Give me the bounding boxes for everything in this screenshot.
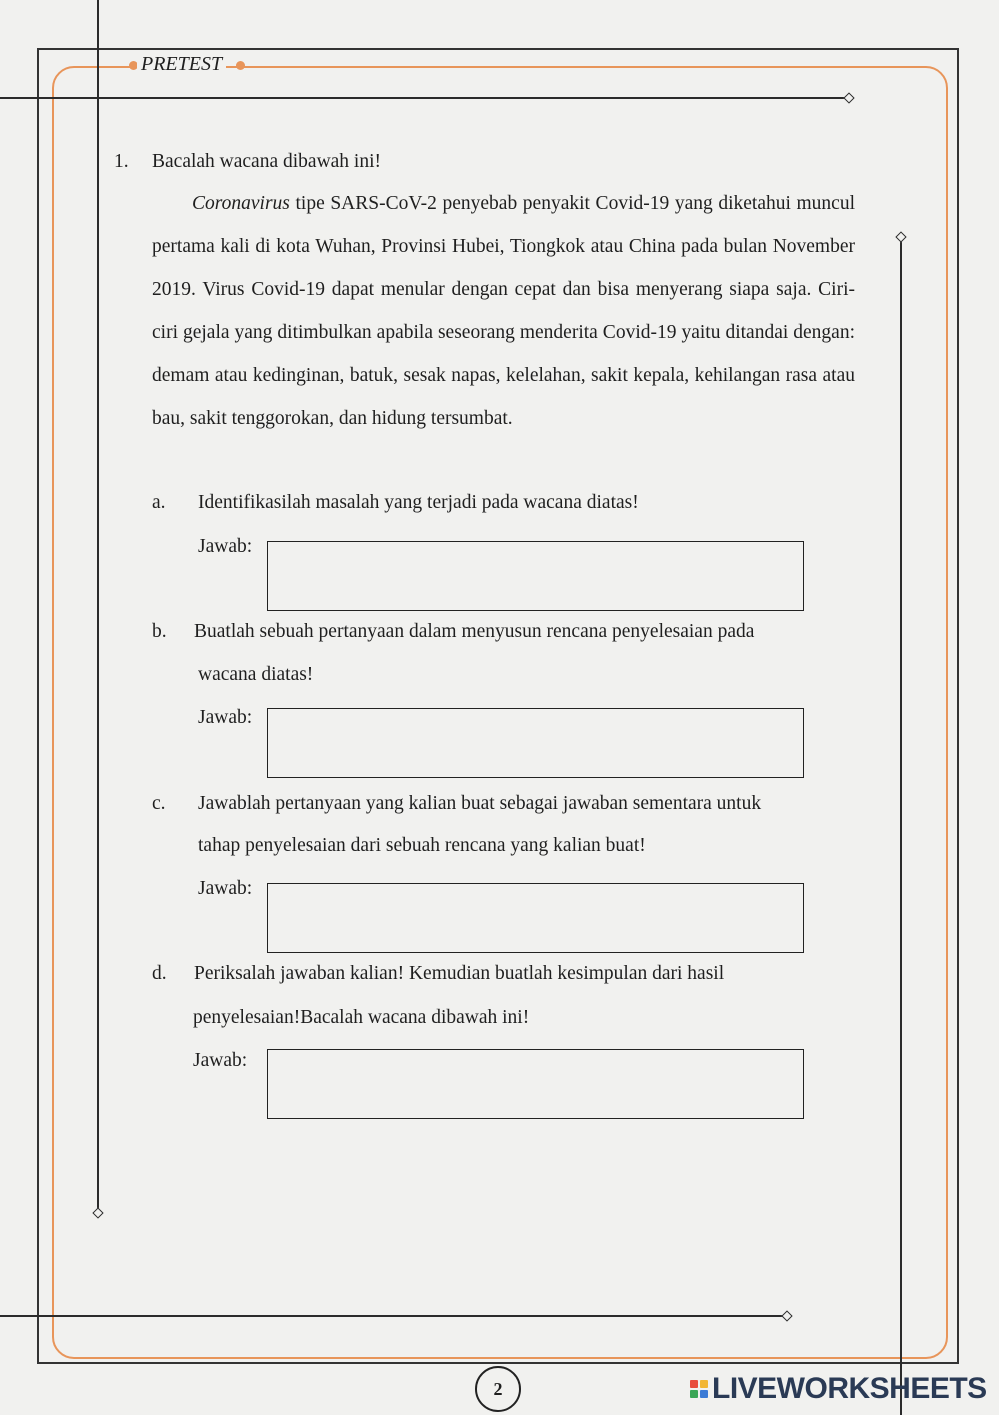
answer-box-d[interactable]: [267, 1049, 804, 1119]
answer-box-c[interactable]: [267, 883, 804, 953]
header-dot-right: [236, 61, 245, 70]
subquestion-c-text-line1: Jawablah pertanyaan yang kalian buat sebagai jawaban sementara untuk: [198, 793, 762, 814]
passage-italic: Coronavirus: [192, 193, 290, 214]
subquestion-letter-c: c.: [152, 793, 166, 814]
subquestion-c-text-line2: tahap penyelesaian dari sebuah rencana yang kalian buat!: [198, 835, 646, 856]
subquestion-letter-b: b.: [152, 621, 167, 642]
right-vertical-line: [900, 237, 902, 1415]
answer-label-b: Jawab:: [198, 707, 253, 728]
page-number: 2: [475, 1366, 521, 1412]
passage-body: tipe SARS-CoV-2 penyebab penyakit Covid-19 yang diketahui muncul pertama kali di kota Wuhan, Provinsi Hubei, Tiongkok atau China pada bulan November 2019. Virus Covid-19 dapat menular dengan cepat dan bisa menyerang siapa saja. Ciri-ciri gejala yang ditimbulkan apabila seseorang menderita Covid-19 yaitu ditandai dengan: demam atau kedinginan, batuk, sesak napas, kelelahan, sakit kepala, kehilangan rasa atau bau, sakit tenggorokan, dan hidung tersumbat.: [152, 193, 855, 429]
subquestion-letter-d: d.: [152, 963, 167, 984]
question-number: 1.: [114, 151, 129, 172]
subquestion-letter-a: a.: [152, 492, 166, 513]
answer-label-d: Jawab:: [193, 1050, 248, 1071]
answer-label-a: Jawab:: [198, 536, 253, 557]
subquestion-b-text-line2: wacana diatas!: [198, 664, 314, 685]
page-title: PRETEST: [137, 53, 226, 76]
question-instruction: Bacalah wacana dibawah ini!: [152, 151, 382, 172]
answer-label-c: Jawab:: [198, 878, 253, 899]
answer-box-b[interactable]: [267, 708, 804, 778]
subquestion-d-text-line1: Periksalah jawaban kalian! Kemudian buatlah kesimpulan dari hasil: [194, 963, 725, 984]
bottom-horizontal-line: [0, 1315, 785, 1317]
passage-text: [152, 182, 855, 440]
answer-box-a[interactable]: [267, 541, 804, 611]
brand-logo: [690, 1372, 987, 1406]
subquestion-d-text-line2: penyelesaian!Bacalah wacana dibawah ini!: [193, 1007, 530, 1028]
left-vertical-line: [97, 0, 99, 1212]
subquestion-a-text: Identifikasilah masalah yang terjadi pada wacana diatas!: [198, 492, 639, 513]
subquestion-b-text-line1: Buatlah sebuah pertanyaan dalam menyusun rencana penyelesaian pada: [194, 621, 755, 642]
brand-grid-icon: [690, 1380, 708, 1398]
top-horizontal-line: [0, 97, 848, 99]
brand-name: LIVEWORKSHEETS: [712, 1372, 987, 1405]
